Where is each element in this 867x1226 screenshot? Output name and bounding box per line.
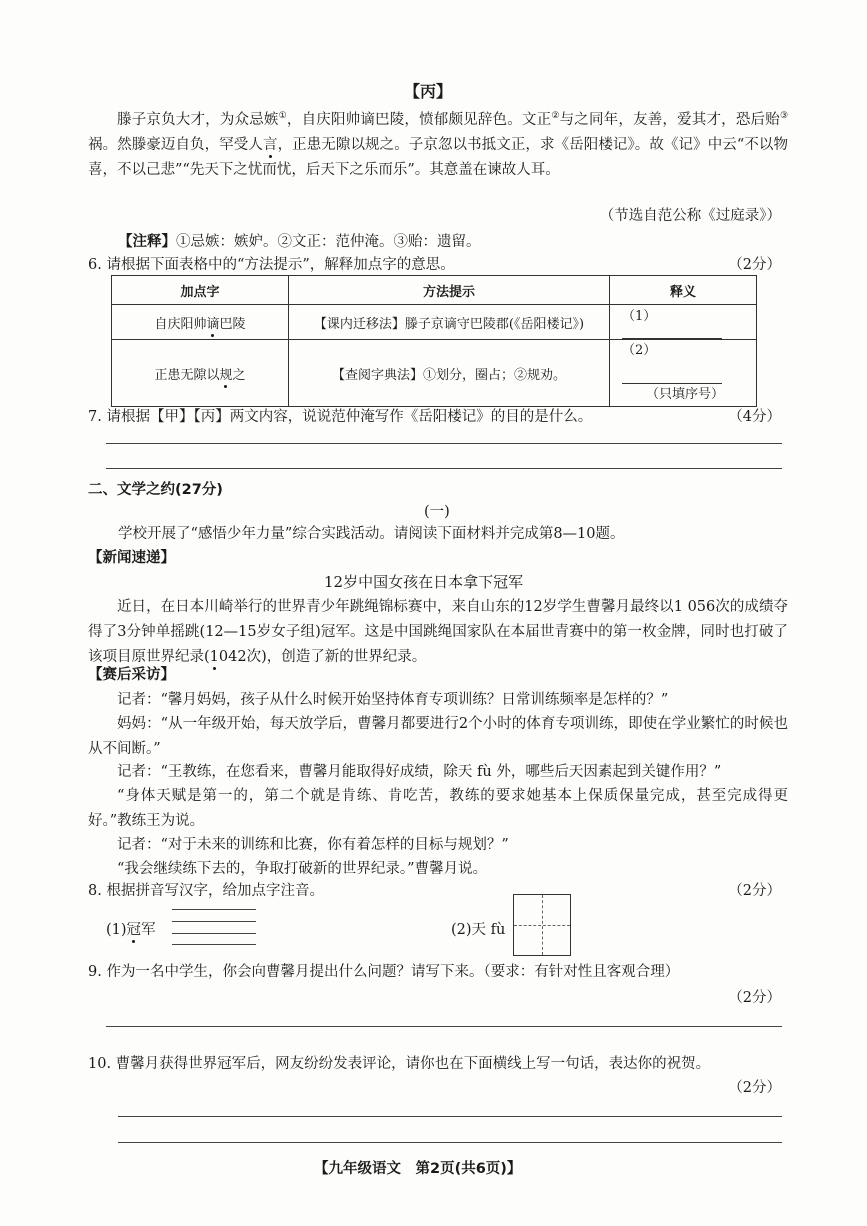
header-dotted-char: 加点字 <box>112 276 289 305</box>
bing-passage: 滕子京负大才，为众忌嫉①，自庆阳帅谪巴陵，愤郁颇见辞色。文正②与之同年，友善，爱其才，恐后贻③祸。然滕豪迈自负，罕受人言，正患无隙以规之。子京忽以书抵文正，求《岳阳楼记》。故《记》中云“不以物喜，不以己悲”“先天下之忧而忧，后天下之乐而乐”。其意盖在谏故人耳。 <box>88 111 789 178</box>
answer-line[interactable] <box>106 443 782 444</box>
interview-line: 妈妈：“从一年级开始，每天放学后，曹馨月都要进行2个小时的体育专项训练，即使在学业繁忙的时候也从不间断。” <box>88 716 788 757</box>
interview-line: “我会继续练下去的，争取打破新的世界纪录。”曹馨月说。 <box>117 861 488 877</box>
q8-text: 8. 根据拼音写汉字，给加点字注音。 <box>88 883 324 899</box>
interview-line: “身体天赋是第一的，第二个就是肯练、肯吃苦，教练的要求她基本上保质保量完成，甚至完成得更好。”教练王为说。 <box>88 788 788 829</box>
intro-text: 学校开展了“感悟少年力量”综合实践活动。请阅读下面材料并完成第8—10题。 <box>118 526 625 542</box>
answer-line[interactable] <box>118 1116 782 1117</box>
answer-cell: （1） <box>610 305 757 340</box>
q6-score: （2分） <box>728 257 781 273</box>
dotted-char: 言 <box>262 136 278 153</box>
interview-line: 记者：“王教练，在您看来，曹馨月能取得好成绩，除天 fù 外，哪些后天因素起到关键作用？” <box>117 764 722 780</box>
q8-item-1: (1)冠军 <box>106 922 156 938</box>
method-hint: 【查阅字典法】①划分，圈占；②规劝。 <box>289 340 610 407</box>
q10-score: （2分） <box>728 1080 781 1096</box>
q8-item-2: (2)天 fù <box>451 922 506 938</box>
q10-text: 10. 曹馨月获得世界冠军后，网友纷纷发表评论，请你也在下面横线上写一句话，表达你的祝贺。 <box>88 1056 711 1072</box>
answer-blank[interactable] <box>622 326 722 339</box>
pinyin-line[interactable] <box>172 933 256 934</box>
q7-text: 7. 请根据【甲】【丙】两文内容，说说范仲淹写作《岳阳楼记》的目的是什么。 <box>88 409 593 425</box>
answer-cell: （2） （只填序号） <box>610 340 757 407</box>
q8-score: （2分） <box>728 883 781 899</box>
header-method: 方法提示 <box>289 276 610 305</box>
character-grid[interactable] <box>513 894 571 956</box>
q9-text: 9. 作为一名中学生，你会向曹馨月提出什么问题？请写下来。（要求：有针对性且客观合理） <box>88 964 680 980</box>
q6-table <box>111 275 757 407</box>
interview-line: 记者：“馨月妈妈，孩子从什么时候开始坚持体育专项训练？日常训练频率是怎样的？” <box>117 692 669 708</box>
news-headline: 12岁中国女孩在日本拿下冠军 <box>324 573 524 591</box>
q9-score: （2分） <box>728 990 781 1006</box>
pinyin-line[interactable] <box>172 944 256 945</box>
answer-line[interactable] <box>106 468 782 469</box>
annotation: 【注释】①忌嫉：嫉妒。②文正：范仲淹。③贻：遗留。 <box>118 234 481 250</box>
q6-text: 6. 请根据下面表格中的“方法提示”，解释加点字的意思。 <box>88 257 455 273</box>
news-label: 【新闻速递】 <box>88 550 175 566</box>
interview-label: 【赛后采访】 <box>88 667 175 683</box>
interview-line: 记者：“对于未来的训练和比赛，你有着怎样的目标与规划？” <box>117 837 509 853</box>
q7-score: （4分） <box>728 409 781 425</box>
table-row: 自庆阳帅谪巴陵 <box>112 305 289 340</box>
header-meaning: 释义 <box>610 276 757 305</box>
page-footer: 【九年级语文 第2页(共6页)】 <box>314 1161 522 1177</box>
answer-line[interactable] <box>118 1142 782 1143</box>
answer-blank[interactable] <box>622 371 722 384</box>
section-2-title: 二、文学之约(27分) <box>88 482 223 498</box>
news-body: 近日，在日本川崎举行的世界青少年跳绳锦标赛中，来自山东的12岁学生曹馨月最终以1 056次的成绩夺得了3分钟单摇跳(12—15岁女子组)冠军。这是中国跳绳国家队在本届世青赛中的第一枚金牌，同时也打破了该项目原世界纪录(1042次)，创造了新的世界纪录。 <box>88 599 788 665</box>
pinyin-line[interactable] <box>172 921 256 922</box>
passage-source: （节选自范公称《过庭录》） <box>599 208 781 224</box>
table-row: 正患无隙以规之 <box>112 340 289 407</box>
section-title-bing: 【丙】 <box>404 82 453 101</box>
method-hint: 【课内迁移法】滕子京谪守巴陵郡(《岳阳楼记》) <box>289 305 610 340</box>
answer-line[interactable] <box>106 1026 782 1027</box>
pinyin-line[interactable] <box>172 909 256 910</box>
subsection-title: (一) <box>424 504 450 520</box>
